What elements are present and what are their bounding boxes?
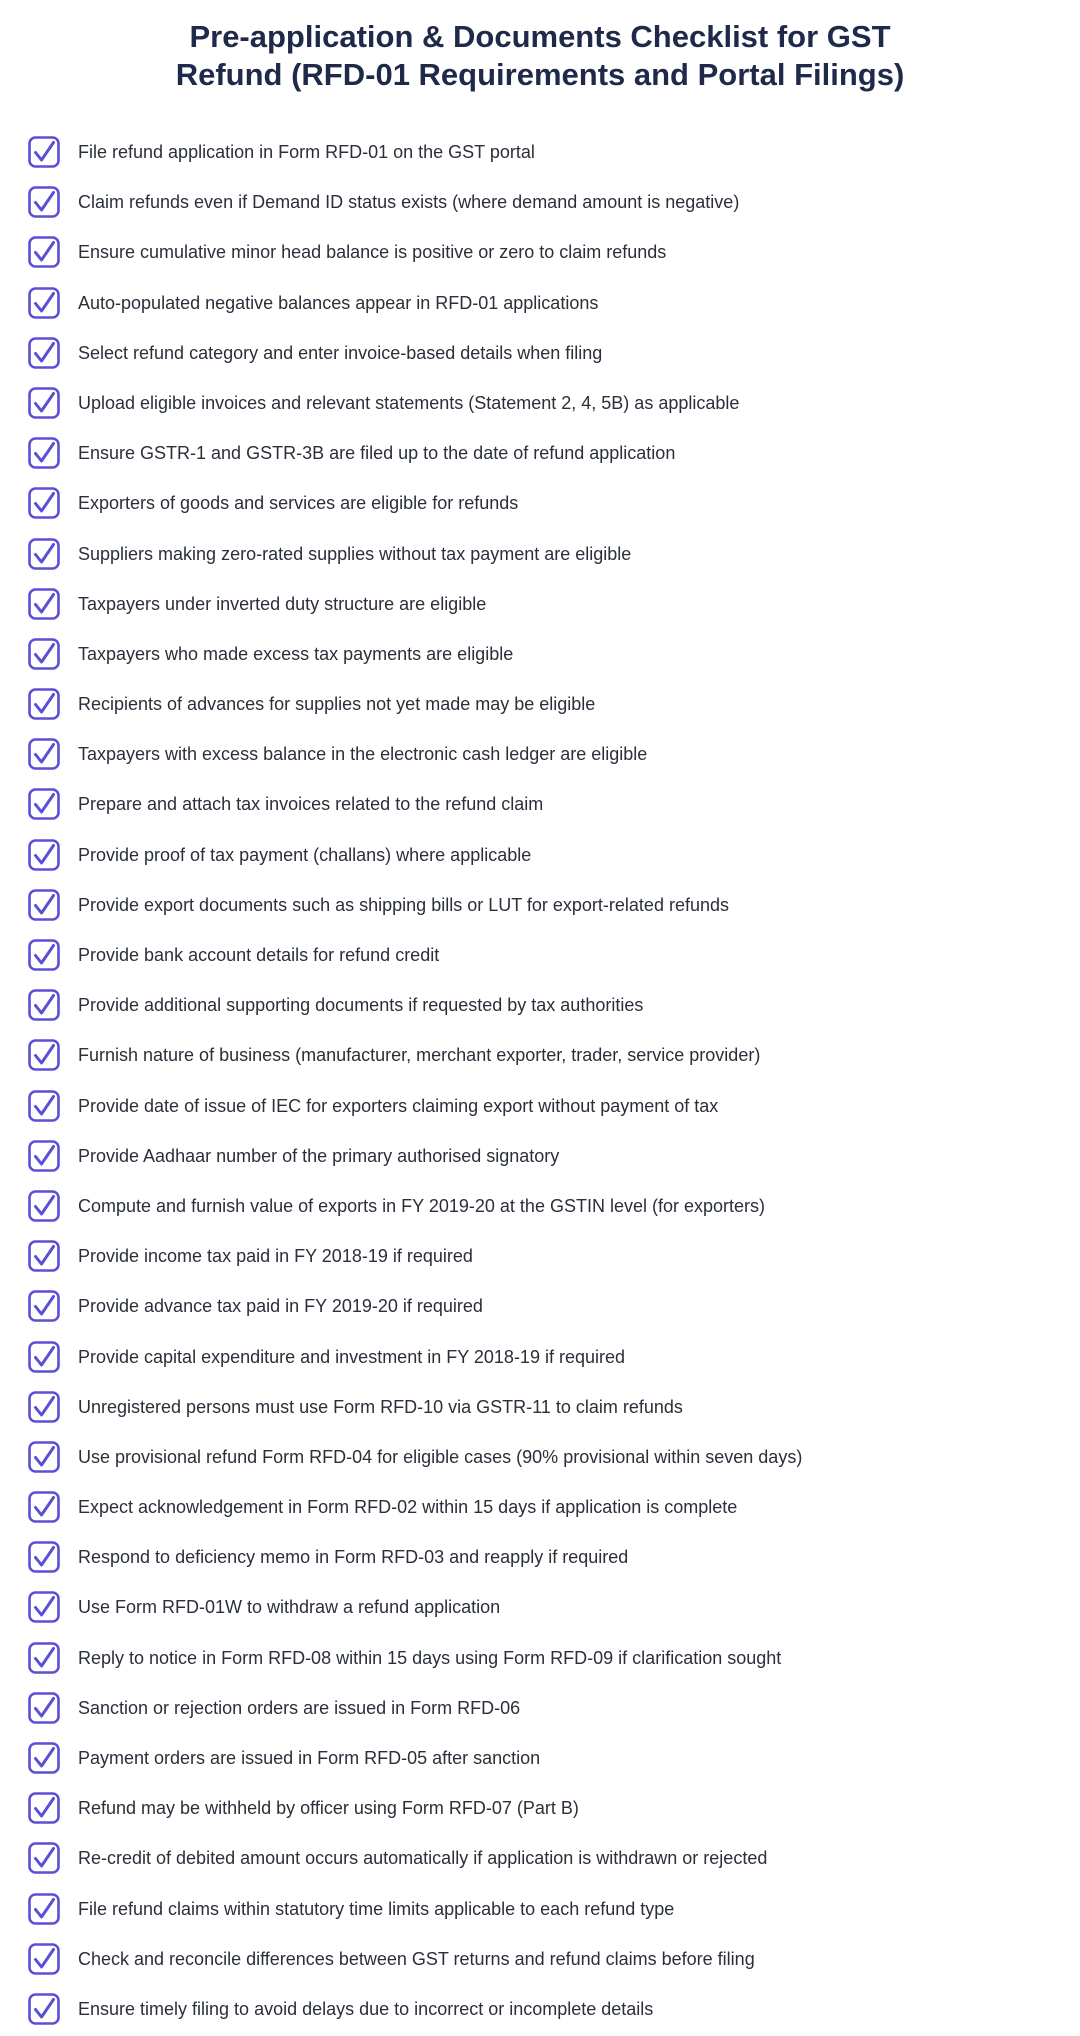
- checklist-item: [0, 428, 1080, 478]
- checklist-item: [0, 830, 1080, 880]
- checklist-item: [0, 629, 1080, 679]
- checkbox-checked-icon[interactable]: [28, 1491, 60, 1523]
- checklist-item-label: Provide advance tax paid in FY 2019-20 if required: [78, 1296, 483, 1317]
- checklist-item-label: Re-credit of debited amount occurs automatically if application is withdrawn or rejected: [78, 1848, 768, 1869]
- checkbox-checked-icon[interactable]: [28, 1290, 60, 1322]
- checklist-item-label: Suppliers making zero-rated supplies without tax payment are eligible: [78, 543, 632, 564]
- checklist-item: [0, 930, 1080, 980]
- checklist-item: [0, 1030, 1080, 1080]
- checklist-item: [0, 1733, 1080, 1783]
- page-title-line-1: Pre-application & Documents Checklist for GST: [189, 19, 891, 54]
- checklist-item-label: Sanction or rejection orders are issued in Form RFD-06: [78, 1697, 521, 1718]
- checklist: [0, 127, 1080, 2034]
- checklist-item: [0, 1582, 1080, 1632]
- checklist-item-label: Ensure cumulative minor head balance is positive or zero to claim refunds: [78, 242, 667, 263]
- checkbox-checked-icon[interactable]: [28, 1391, 60, 1423]
- checklist-item-label: Expect acknowledgement in Form RFD-02 within 15 days if application is complete: [78, 1497, 738, 1518]
- checklist-item-label: Provide bank account details for refund credit: [78, 945, 440, 965]
- checkbox-checked-icon[interactable]: [28, 1190, 60, 1222]
- checklist-item: [0, 227, 1080, 277]
- checkbox-checked-icon[interactable]: [28, 788, 60, 820]
- checkbox-checked-icon[interactable]: [28, 939, 60, 971]
- checklist-item: [0, 1432, 1080, 1482]
- checkbox-checked-icon[interactable]: [28, 136, 60, 168]
- checklist-item: [0, 1081, 1080, 1131]
- checklist-item-label: Taxpayers who made excess tax payments are eligible: [78, 643, 514, 664]
- checklist-item: [0, 980, 1080, 1030]
- checkbox-checked-icon[interactable]: [28, 337, 60, 369]
- checkbox-checked-icon[interactable]: [28, 588, 60, 620]
- checklist-item: [0, 1231, 1080, 1281]
- checkbox-checked-icon[interactable]: [28, 1140, 60, 1172]
- checklist-item-label: Upload eligible invoices and relevant statements (Statement 2, 4, 5B) as applicable: [78, 392, 740, 413]
- checkbox-checked-icon[interactable]: [28, 538, 60, 570]
- checkbox-checked-icon[interactable]: [28, 738, 60, 770]
- checklist-item: [0, 127, 1080, 177]
- checkbox-checked-icon[interactable]: [28, 638, 60, 670]
- checklist-item-label: Reply to notice in Form RFD-08 within 15 days using Form RFD-09 if clarification sought: [78, 1647, 782, 1668]
- checklist-item: [0, 328, 1080, 378]
- checkbox-checked-icon[interactable]: [28, 1240, 60, 1272]
- checkbox-checked-icon[interactable]: [28, 387, 60, 419]
- checkbox-checked-icon[interactable]: [28, 1893, 60, 1925]
- checklist-item: [0, 1181, 1080, 1231]
- checklist-item-label: Claim refunds even if Demand ID status exists (where demand amount is negative): [78, 192, 740, 213]
- checkbox-checked-icon[interactable]: [28, 236, 60, 268]
- checklist-item-label: Provide Aadhaar number of the primary authorised signatory: [78, 1145, 560, 1166]
- checklist-item-label: File refund application in Form RFD-01 on the GST portal: [78, 142, 535, 162]
- checkbox-checked-icon[interactable]: [28, 839, 60, 871]
- checklist-item: [0, 1884, 1080, 1934]
- checklist-item-label: Provide capital expenditure and investment in FY 2018-19 if required: [78, 1346, 625, 1367]
- checklist-item-label: Furnish nature of business (manufacturer, merchant exporter, trader, service provider): [78, 1045, 761, 1066]
- checklist-item-label: Taxpayers under inverted duty structure are eligible: [78, 593, 487, 614]
- page-title-line-2: Refund (RFD-01 Requirements and Portal Filings): [175, 57, 905, 92]
- checklist-item: [0, 880, 1080, 930]
- checkbox-checked-icon[interactable]: [28, 889, 60, 921]
- checkbox-checked-icon[interactable]: [28, 487, 60, 519]
- checkbox-checked-icon[interactable]: [28, 1943, 60, 1975]
- checkbox-checked-icon[interactable]: [28, 1642, 60, 1674]
- checklist-item: [0, 378, 1080, 428]
- checklist-item: [0, 529, 1080, 579]
- checklist-item-label: Compute and furnish value of exports in FY 2019-20 at the GSTIN level (for exporters): [78, 1195, 766, 1216]
- checklist-item-label: Auto-populated negative balances appear in RFD-01 applications: [78, 292, 599, 313]
- checklist-item-label: Ensure GSTR-1 and GSTR-3B are filed up to the date of refund application: [78, 443, 676, 464]
- checkbox-checked-icon[interactable]: [28, 186, 60, 218]
- checkbox-checked-icon[interactable]: [28, 989, 60, 1021]
- checklist-item-label: Payment orders are issued in Form RFD-05 after sanction: [78, 1748, 541, 1768]
- checklist-item-label: Respond to deficiency memo in Form RFD-03 and reapply if required: [78, 1547, 629, 1568]
- checkbox-checked-icon[interactable]: [28, 1039, 60, 1071]
- checklist-item: [0, 1984, 1080, 2034]
- checkbox-checked-icon[interactable]: [28, 1441, 60, 1473]
- checkbox-checked-icon[interactable]: [28, 1792, 60, 1824]
- checklist-item: [0, 1281, 1080, 1331]
- checklist-item-label: Exporters of goods and services are eligible for refunds: [78, 493, 519, 514]
- checkbox-checked-icon[interactable]: [28, 1742, 60, 1774]
- checklist-item-label: Provide additional supporting documents if requested by tax authorities: [78, 995, 644, 1016]
- checklist-item: [0, 679, 1080, 729]
- checklist-item-label: Ensure timely filing to avoid delays due to incorrect or incomplete details: [78, 1998, 654, 2019]
- checklist-item-label: Provide income tax paid in FY 2018-19 if required: [78, 1246, 473, 1267]
- checklist-item: [0, 1683, 1080, 1733]
- checklist-item-label: Use provisional refund Form RFD-04 for eligible cases (90% provisional within seven days): [78, 1446, 803, 1467]
- checklist-item-label: Refund may be withheld by officer using Form RFD-07 (Part B): [78, 1798, 579, 1819]
- checklist-item-label: Taxpayers with excess balance in the electronic cash ledger are eligible: [78, 744, 648, 765]
- checklist-item: [0, 177, 1080, 227]
- checkbox-checked-icon[interactable]: [28, 287, 60, 319]
- checklist-item: [0, 1833, 1080, 1883]
- checklist-item-label: Recipients of advances for supplies not yet made may be eligible: [78, 694, 596, 715]
- checklist-item-label: File refund claims within statutory time limits applicable to each refund type: [78, 1898, 675, 1919]
- checklist-item-label: Select refund category and enter invoice-based details when filing: [78, 342, 603, 363]
- checkbox-checked-icon[interactable]: [28, 1993, 60, 2025]
- checklist-item: [0, 1934, 1080, 1984]
- checklist-item-label: Provide proof of tax payment (challans) where applicable: [78, 844, 532, 865]
- checklist-item: [0, 1332, 1080, 1382]
- page-title: [0, 18, 1080, 94]
- checklist-item: [0, 729, 1080, 779]
- checklist-item-label: Prepare and attach tax invoices related to the refund claim: [78, 794, 544, 815]
- checkbox-checked-icon[interactable]: [28, 1591, 60, 1623]
- checklist-item-label: Provide date of issue of IEC for exporters claiming export without payment of tax: [78, 1095, 719, 1116]
- checklist-item: [0, 1532, 1080, 1582]
- checkbox-checked-icon[interactable]: [28, 1541, 60, 1573]
- checklist-item-label: Check and reconcile differences between GST returns and refund claims before filing: [78, 1948, 755, 1969]
- checkbox-checked-icon[interactable]: [28, 1341, 60, 1373]
- checkbox-checked-icon[interactable]: [28, 1842, 60, 1874]
- checkbox-checked-icon[interactable]: [28, 437, 60, 469]
- checkbox-checked-icon[interactable]: [28, 1090, 60, 1122]
- checklist-item: [0, 579, 1080, 629]
- checklist-item-label: Unregistered persons must use Form RFD-10 via GSTR-11 to claim refunds: [78, 1396, 683, 1417]
- checklist-item: [0, 779, 1080, 829]
- checklist-item: [0, 478, 1080, 528]
- checklist-item-label: Use Form RFD-01W to withdraw a refund application: [78, 1597, 501, 1618]
- checklist-item: [0, 1382, 1080, 1432]
- checklist-item: [0, 1131, 1080, 1181]
- checklist-item: [0, 1633, 1080, 1683]
- checklist-item: [0, 278, 1080, 328]
- checklist-item-label: Provide export documents such as shipping bills or LUT for export-related refunds: [78, 894, 729, 915]
- checklist-item: [0, 1783, 1080, 1833]
- checkbox-checked-icon[interactable]: [28, 1692, 60, 1724]
- checkbox-checked-icon[interactable]: [28, 688, 60, 720]
- checklist-item: [0, 1482, 1080, 1532]
